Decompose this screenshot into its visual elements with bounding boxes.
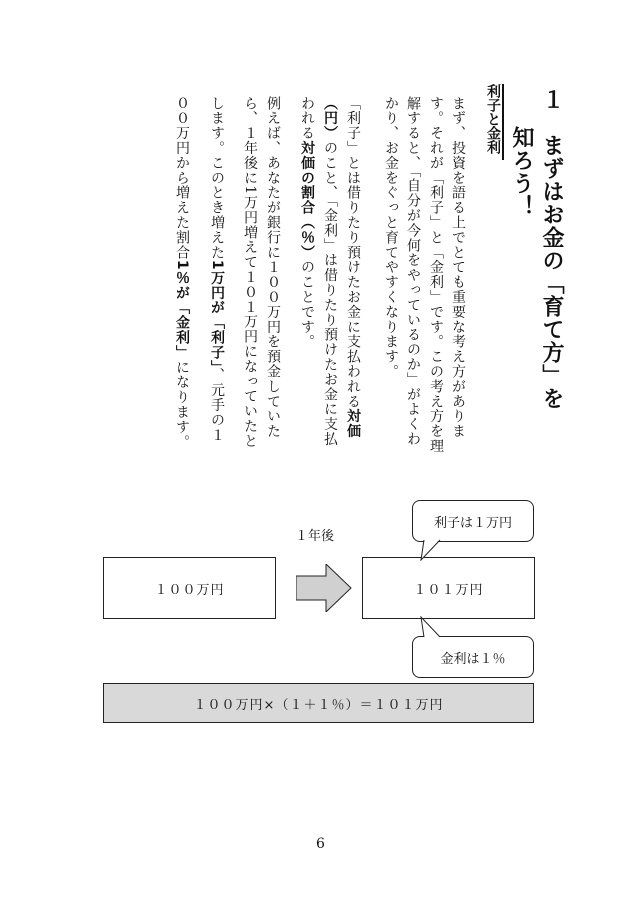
body-text-bold: 対価の割合（％） (299, 140, 315, 260)
callout-tail (418, 539, 444, 561)
body-text-column: ら、１年後に1万円増えて１０１万円になっていたと (242, 96, 258, 449)
principal-box: １００万円 (103, 557, 276, 619)
body-text-column (300, 96, 314, 349)
body-text-bold: 対価 (345, 408, 361, 439)
formula-bar: １００万円×（１＋１％）＝１０１万円 (103, 683, 534, 723)
body-text-bold: （円） (322, 96, 338, 141)
body-text-column (346, 96, 360, 439)
body-text-column (210, 96, 224, 442)
body-text-bold: 1万円が「利子」 (209, 259, 225, 368)
body-text-segment: ００万円から増えた割合 (174, 96, 190, 260)
rate-callout: 金利は１％ (412, 636, 534, 678)
result-box: １０１万円 (362, 557, 535, 619)
body-text-column: 解すると、「自分が今何をやっているのか」がよくわ (405, 96, 421, 447)
chapter-title-line1: １ まずはお金の「育て方」を (539, 88, 564, 410)
body-text-column: す。それが「利子」と「金利」です。この考え方を理 (428, 96, 444, 454)
page-number: 6 (316, 836, 325, 852)
body-text-segment: のことです。 (299, 259, 315, 350)
body-text-segment: になります。 (174, 359, 190, 450)
body-text-segment: 「利子」とは借りたり預けたお金に支払われる (345, 96, 361, 409)
interest-callout: 利子は１万円 (412, 500, 534, 542)
body-text-segment: のこと、「金利」は借りたり預けたお金に支払 (322, 140, 338, 447)
body-text-column (175, 96, 189, 449)
callout-tail (418, 616, 444, 638)
body-text-segment: します。このとき増えた (209, 96, 225, 260)
arrow-label: １年後 (295, 529, 335, 544)
body-text-column: 例えば、あなたが銀行に１００万円を預金していた (265, 96, 281, 439)
right-arrow-icon (296, 564, 352, 612)
section-subheading: 利子と金利 (486, 84, 504, 160)
body-text-bold: 1％が「金利」 (174, 259, 190, 360)
body-text-segment: われる (299, 96, 315, 141)
body-text-column (323, 96, 337, 447)
chapter-title-line2: 知ろう！ (509, 126, 534, 218)
body-text-column: まず、投資を語る上でとても重要な考え方がありま (450, 96, 466, 439)
body-text-segment: 、元手の１ (209, 367, 225, 443)
body-text-column: かり、お金をぐっと育てやすくなります。 (383, 96, 399, 380)
